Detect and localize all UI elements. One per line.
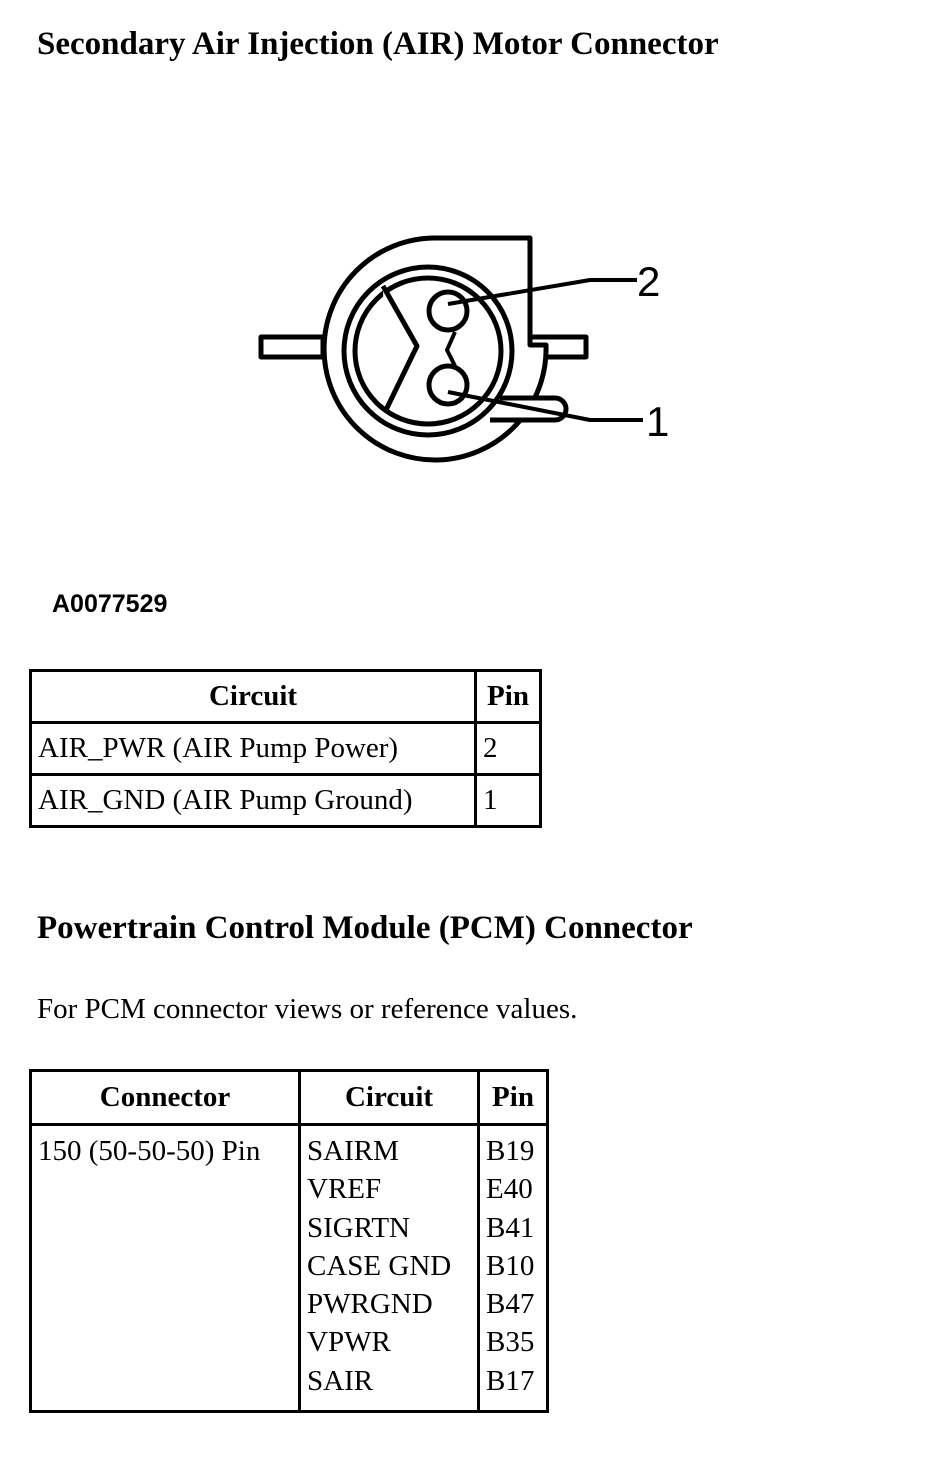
circuit-value: PWRGND [307,1288,433,1321]
cell-pin: 2 [476,723,541,775]
cell-connector [31,1125,300,1412]
circuit-value: CASE GND [307,1249,452,1282]
terminal-pin-1 [429,366,467,404]
circuit-list [307,1132,471,1400]
cell-pins [479,1125,548,1412]
pin-value: E40 [486,1173,533,1206]
cell-circuit: AIR_GND (AIR Pump Ground) [31,775,476,827]
pin-label-2: 2 [637,258,661,305]
header-pin: Pin [476,671,541,723]
header-circuit: Circuit [300,1071,479,1125]
header-circuit: Circuit [31,671,476,723]
table-header-row [31,671,541,723]
pin-label-1: 1 [646,398,670,445]
cell-pin: 1 [476,775,541,827]
section-title-pcm-connector: Powertrain Control Module (PCM) Connector [37,910,693,946]
table-row [31,775,541,827]
circuit-value: SAIR [307,1364,374,1397]
section-title-air-motor-connector: Secondary Air Injection (AIR) Motor Connector [37,26,719,62]
terminal-pin-2 [429,292,467,330]
header-connector: Connector [31,1071,300,1125]
table-row [31,723,541,775]
cell-circuits [300,1125,479,1412]
table-row [31,1125,548,1412]
circuit-value: VREF [307,1173,382,1206]
circuit-value: VPWR [307,1326,391,1359]
cell-circuit: AIR_PWR (AIR Pump Power) [31,723,476,775]
pin-value: B41 [486,1211,535,1244]
connector-value: 150 (50-50-50) Pin [38,1135,261,1167]
left-mounting-tab [261,337,323,357]
pin-value: B35 [486,1326,535,1359]
air-motor-connector-diagram [250,225,680,465]
pin-value: B47 [486,1288,535,1321]
circuit-value: SIGRTN [307,1211,410,1244]
figure-id: A0077529 [52,590,168,618]
pcm-pinout-table [29,1069,549,1413]
header-pin: Pin [479,1071,548,1125]
table-header-row [31,1071,548,1125]
pin-value: B17 [486,1364,535,1397]
pin-list [486,1132,540,1400]
air-motor-pinout-table [29,669,542,828]
circuit-value: SAIRM [307,1135,399,1167]
pin-value: B10 [486,1249,535,1282]
pin-value: B19 [486,1135,535,1167]
pcm-note: For PCM connector views or reference values. [37,993,578,1025]
inner-ring [344,267,512,435]
